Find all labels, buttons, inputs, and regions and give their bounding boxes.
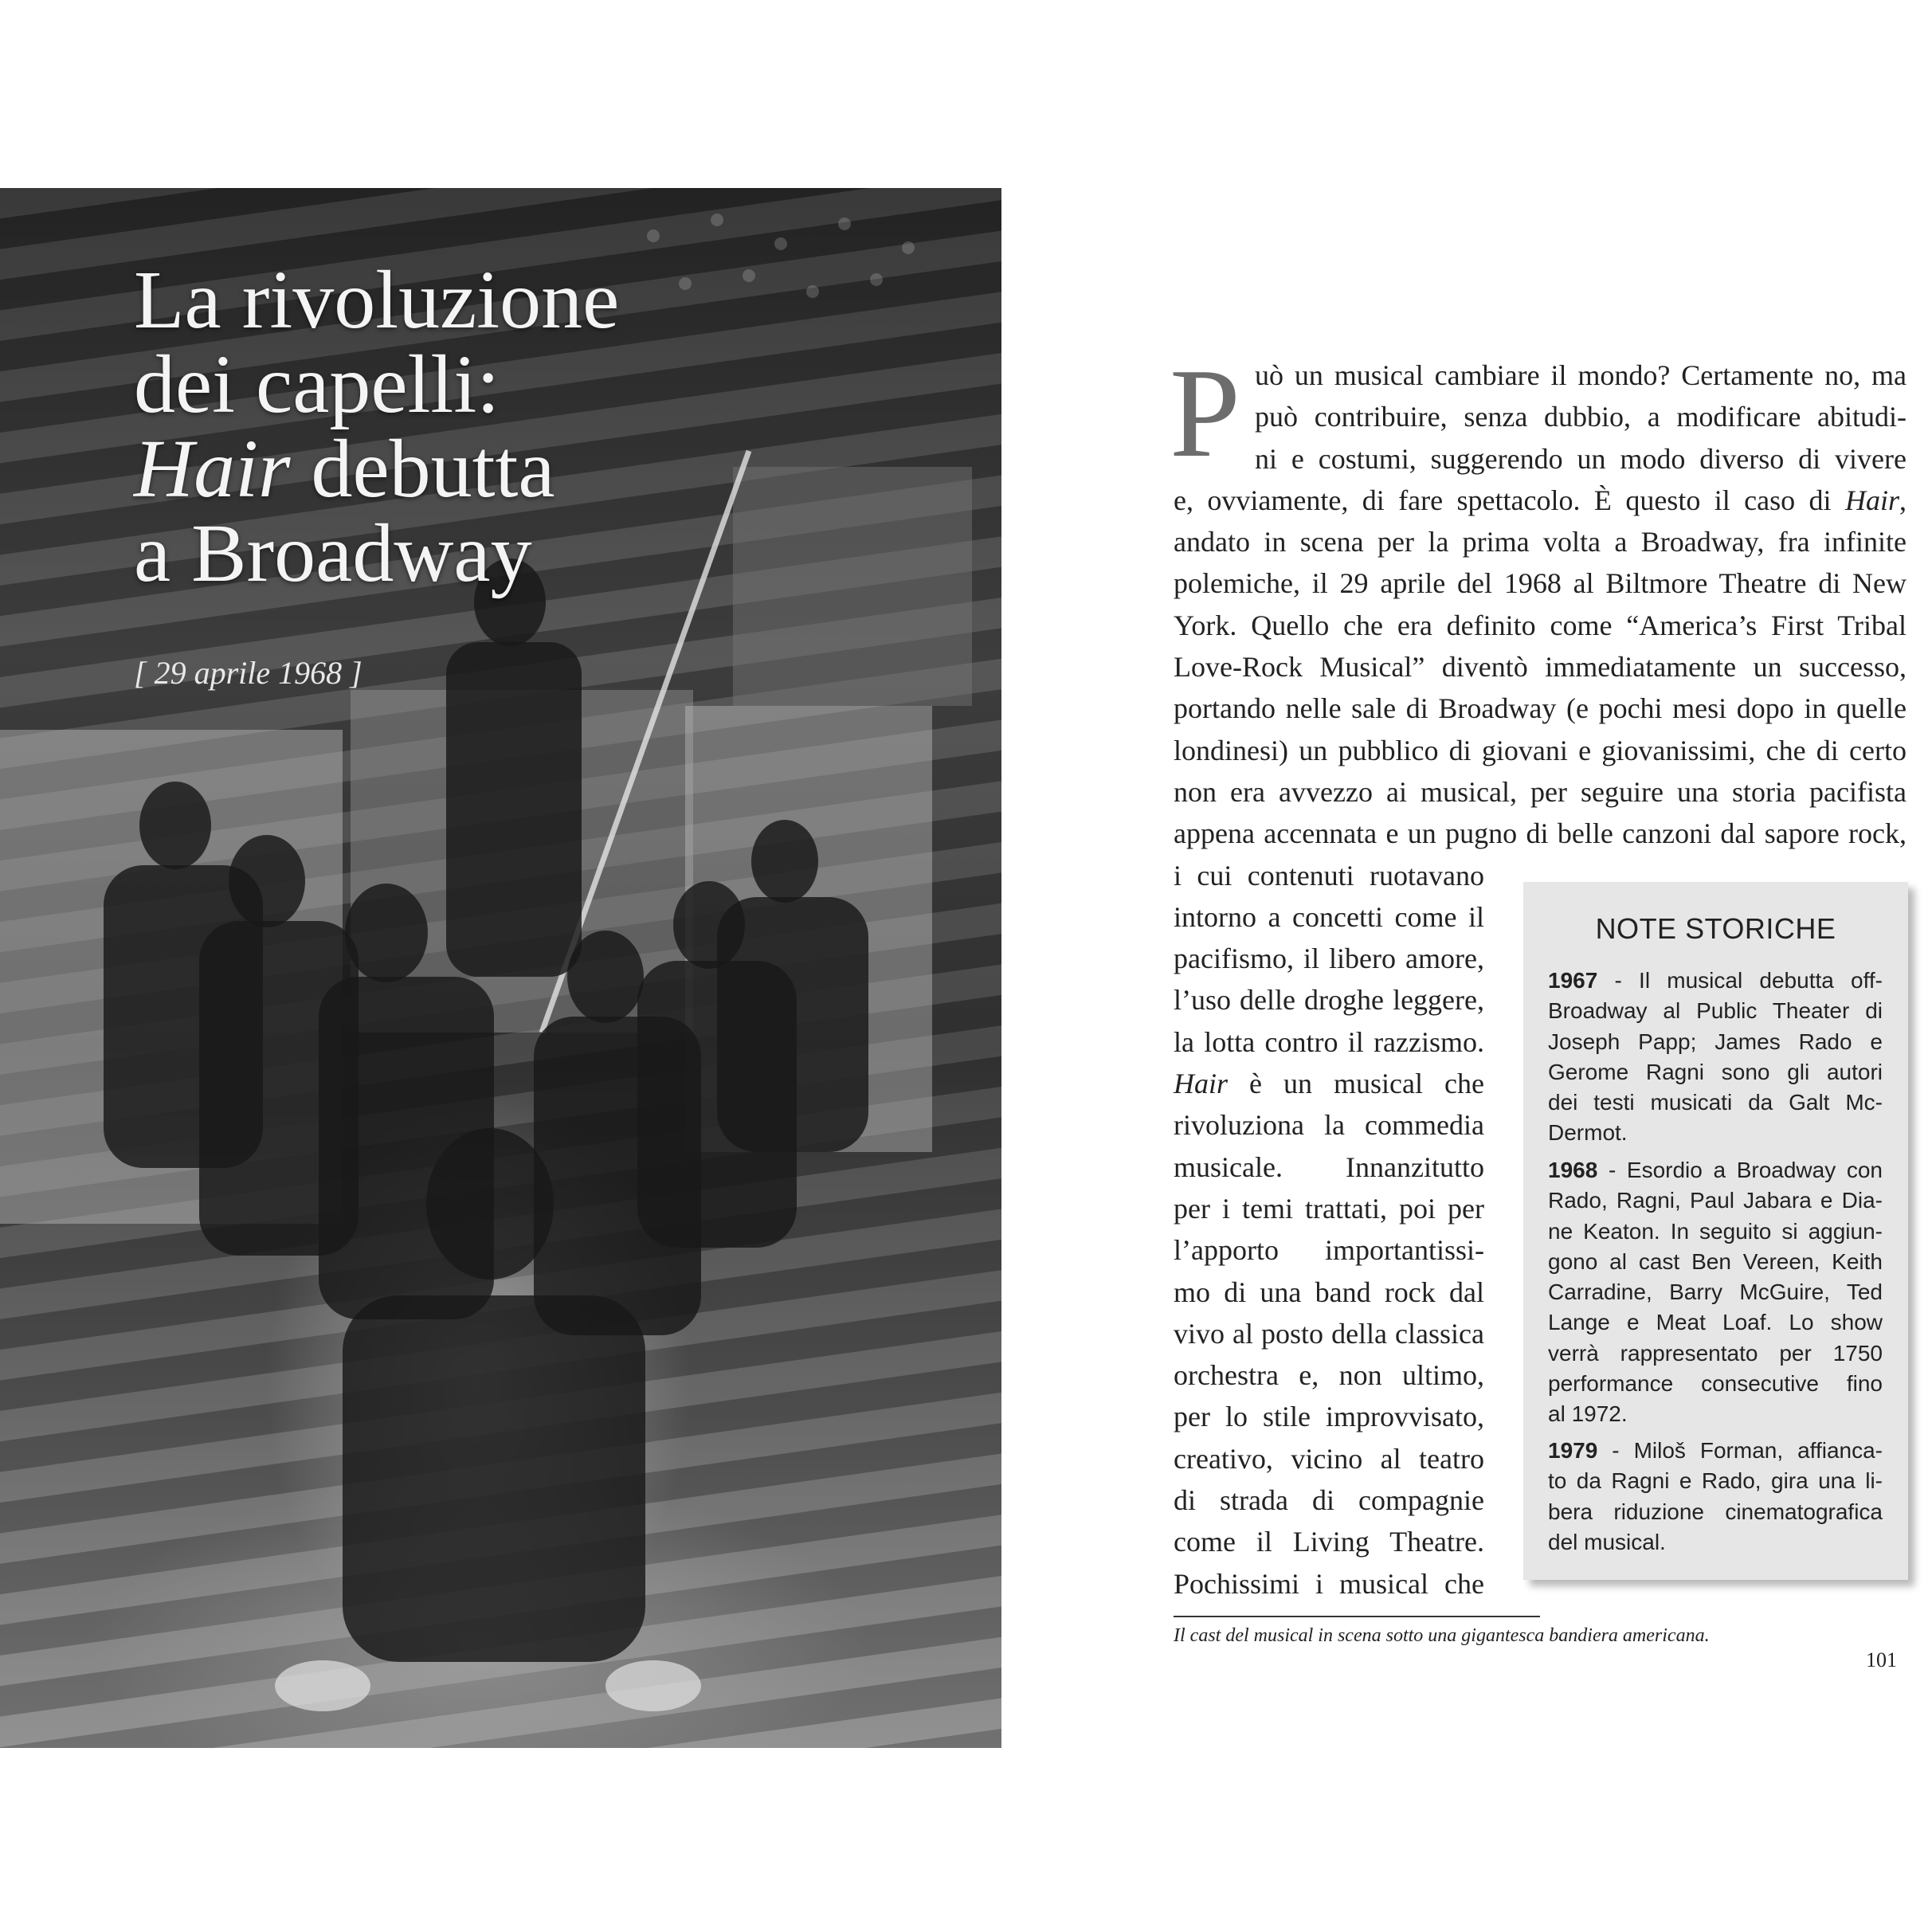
article-line: Love-Rock Musical” diventò immediatamente un successo, [1174,651,1907,684]
article-line: l’uso delle droghe leggere, [1174,984,1484,1017]
article-line: York. Quello che era definito come “America’s First Tribal [1174,609,1907,641]
drop-cap: P [1170,342,1240,484]
caption-rule [1174,1616,1540,1617]
article-line: per i temi trattati, poi per [1174,1192,1484,1225]
article-line: ni e costumi, suggerendo un modo diverso di vivere [1255,442,1907,475]
note-line: gono al cast Ben Vereen, Keith [1548,1248,1883,1274]
article-line: musicale. Innanzitutto [1174,1150,1484,1183]
article-line-part: , [1899,484,1907,516]
photo-caption: Il cast del musical in scena sotto una gigantesca bandiera americana. [1174,1625,1710,1646]
note-line: Carradine, Barry McGuire, Ted [1548,1280,1883,1305]
note-1968 [1548,1155,1883,1430]
page-title [134,254,620,599]
note-line: Lange e Meat Loaf. Lo show [1548,1310,1883,1335]
article-line: polemiche, il 29 aprile del 1968 al Biltmore Theatre di New [1174,567,1907,600]
article-line: i cui contenuti ruotavano [1174,859,1484,892]
article-line: orchestra e, non ultimo, [1174,1359,1484,1392]
article-line: Pochissimi i musical che [1174,1567,1484,1600]
title-date: [ 29 aprile 1968 ] [134,655,362,691]
note-line [1548,966,1883,996]
article-line: pacifismo, il libero amore, [1174,942,1484,975]
article-line: creativo, vicino al teatro [1174,1442,1484,1475]
note-line: ne Keaton. In seguito si aggiun- [1548,1218,1883,1244]
article-line: per lo stile improvvisato, [1174,1401,1484,1433]
article-line: londinesi) un pubblico di giovani e giovanissimi, che di certo [1174,734,1907,766]
title-line-4: a Broadway [134,507,532,599]
scaffold-roof [733,467,972,706]
note-line: verrà rappresentato per 1750 [1548,1340,1883,1366]
article-line: come il Living Theatre. [1174,1526,1484,1558]
article-hair: Hair [1174,1068,1229,1100]
flag-stars [647,214,915,298]
note-text: - Miloš Forman, affianca- [1597,1438,1883,1463]
article-line: la lotta contro il razzismo. [1174,1025,1484,1058]
note-line: bera riduzione cinematografica [1548,1499,1883,1524]
article-line-part: è un musical che [1228,1068,1484,1100]
notes-title: NOTE STORICHE [1595,912,1836,945]
historical-notes-box [1523,882,1908,1580]
note-line [1548,1436,1883,1466]
article-line: rivoluziona la commedia [1174,1109,1484,1142]
article-line: non era avvezzo ai musical, per seguire una storia pacifista [1174,775,1907,808]
note-1979 [1548,1436,1883,1558]
article-line: appena accennata e un pugno di belle canzoni dal sapore rock, [1174,817,1907,850]
note-year: 1979 [1548,1438,1598,1463]
article-line: di strada di compagnie [1174,1484,1484,1517]
page-number: 101 [1866,1648,1897,1671]
article-line [1174,480,1907,521]
article-line: mo di una band rock dal [1174,1276,1484,1308]
note-line: dei testi musicati da Galt Mc- [1548,1090,1883,1115]
note-line [1548,1155,1883,1185]
note-text: - Esordio a Broadway con [1597,1158,1883,1182]
article-line: intorno a concetti come il [1174,900,1484,933]
article-line: andato in scena per la prima volta a Broadway, fra infinite [1174,526,1907,558]
front-hands [275,1660,701,1711]
article-line [1174,1063,1484,1104]
note-line: Rado, Ragni, Paul Jabara e Dia- [1548,1188,1883,1213]
note-line: performance consecutive fino [1548,1371,1883,1397]
article-line: portando nelle sale di Broadway (e pochi mesi dopo in quelle [1174,692,1907,725]
cover-photo [0,188,1001,1748]
note-line: al 1972. [1548,1401,1628,1427]
note-1967 [1548,966,1883,1149]
article-line-part: e, ovviamente, di fare spettacolo. È questo il caso di [1174,484,1845,516]
title-line-3 [134,423,619,515]
title-hair: Hair [134,423,291,515]
title-debutta: debutta [290,423,555,515]
note-line: Broadway al Public Theater di [1548,998,1883,1024]
article-line: vivo al posto della classica [1174,1317,1484,1350]
note-year: 1967 [1548,968,1598,993]
title-line-2: dei capelli: [134,339,500,430]
article-hair: Hair [1844,484,1899,516]
article-line: l’apporto importantissi- [1174,1234,1484,1267]
note-line: Gerome Ragni sono gli autori [1548,1059,1883,1084]
article-line: può contribuire, senza dubbio, a modificare abitudi- [1255,401,1907,433]
note-line: to da Ragni e Rado, gira una li- [1548,1468,1883,1494]
article-line: uò un musical cambiare il mondo? Certamente no, ma [1255,359,1907,391]
note-year: 1968 [1548,1158,1598,1182]
note-line: Joseph Papp; James Rado e [1548,1029,1883,1054]
note-line: del musical. [1548,1529,1666,1554]
note-line: Dermot. [1548,1120,1628,1146]
note-text: - Il musical debutta off- [1597,968,1883,993]
title-line-1: La rivoluzione [134,254,620,346]
